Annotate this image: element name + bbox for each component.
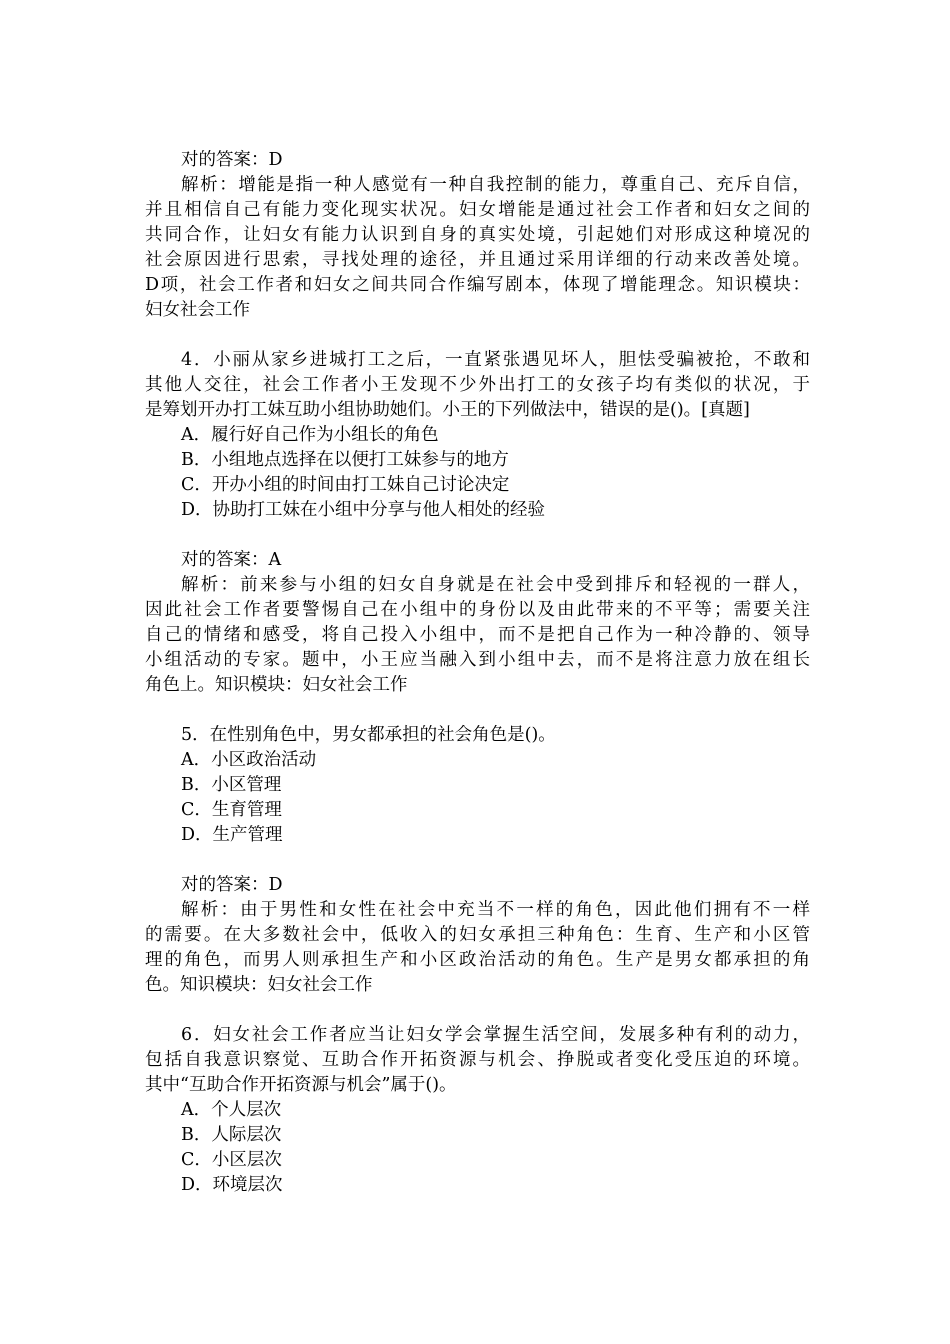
option-a: A．小区政治活动 [181, 750, 317, 770]
analysis-line: 社会原因进行思索，寻找处理的途径，并且通过采用详细的行动来改善处境。 [145, 250, 810, 270]
analysis-line: 解析：由于男性和女性在社会中充当不一样的角色，因此他们拥有不一样 [181, 900, 810, 920]
answer-line: 对的答案：A [181, 550, 282, 570]
option-d: D．协助打工妹在小组中分享与他人相处的经验 [181, 500, 546, 520]
analysis-line: 解析：前来参与小组的妇女自身就是在社会中受到排斥和轻视的一群人， [181, 575, 810, 595]
analysis-line: 共同合作，让妇女有能力认识到自身的真实处境，引起她们对形成这种境况的 [145, 225, 810, 245]
option-a: A．履行好自己作为小组长的角色 [181, 425, 439, 445]
analysis-line: 自己的情绪和感受，将自己投入小组中，而不是把自己作为一种冷静的、领导 [145, 625, 810, 645]
analysis-line: 因此社会工作者要警惕自己在小组中的身份以及由此带来的不平等；需要关注 [145, 600, 810, 620]
question-line: 包括自我意识察觉、互助合作开拓资源与机会、挣脱或者变化受压迫的环境。 [145, 1050, 810, 1070]
question-line: 4．小丽从家乡进城打工之后，一直紧张遇见坏人，胆怯受骗被抢，不敢和 [181, 350, 810, 370]
analysis-line: D项，社会工作者和妇女之间共同合作编写剧本，体现了增能理念。知识模块： [145, 275, 810, 295]
option-c: C．生育管理 [181, 800, 282, 820]
answer-line: 对的答案：D [181, 150, 283, 170]
paragraph-gap [145, 848, 810, 873]
analysis-line: 的需要。在大多数社会中，低收入的妇女承担三种角色：生育、生产和小区管 [145, 925, 810, 945]
paragraph-gap [145, 698, 810, 723]
paragraph-gap [145, 998, 810, 1023]
question-line: 其他人交往，社会工作者小王发现不少外出打工的女孩子均有类似的状况，于 [145, 375, 810, 395]
option-c: C．小区层次 [181, 1150, 282, 1170]
analysis-line: 理的角色，而男人则承担生产和小区政治活动的角色。生产是男女都承担的角 [145, 950, 810, 970]
question-line: 是筹划开办打工妹互助小组协助她们。小王的下列做法中，错误的是()。[真题] [145, 400, 750, 420]
analysis-line: 角色上。知识模块：妇女社会工作 [145, 675, 408, 695]
answer-line: 对的答案：D [181, 875, 283, 895]
paragraph-gap [145, 523, 810, 548]
analysis-line: 小组活动的专家。题中，小王应当融入到小组中去，而不是将注意力放在组长 [145, 650, 810, 670]
option-d: D．环境层次 [181, 1175, 283, 1195]
option-b: B．小区管理 [181, 775, 282, 795]
question-line: 其中“互助合作开拓资源与机会”属于()。 [145, 1075, 457, 1095]
option-c: C．开办小组的时间由打工妹自己讨论决定 [181, 475, 510, 495]
paragraph-gap [145, 323, 810, 348]
analysis-line: 妇女社会工作 [145, 300, 250, 320]
question-line: 6．妇女社会工作者应当让妇女学会掌握生活空间，发展多种有利的动力， [181, 1025, 810, 1045]
option-d: D．生产管理 [181, 825, 283, 845]
question-line: 5．在性别角色中，男女都承担的社会角色是()。 [181, 725, 556, 745]
option-b: B．人际层次 [181, 1125, 282, 1145]
document-content [145, 148, 810, 1198]
analysis-line: 并且相信自己有能力变化现实状况。妇女增能是通过社会工作者和妇女之间的 [145, 200, 810, 220]
analysis-line: 解析：增能是指一种人感觉有一种自我控制的能力，尊重自己、充斥自信， [181, 175, 810, 195]
option-b: B．小组地点选择在以便打工妹参与的地方 [181, 450, 509, 470]
analysis-line: 色。知识模块：妇女社会工作 [145, 975, 373, 995]
option-a: A．个人层次 [181, 1100, 282, 1120]
